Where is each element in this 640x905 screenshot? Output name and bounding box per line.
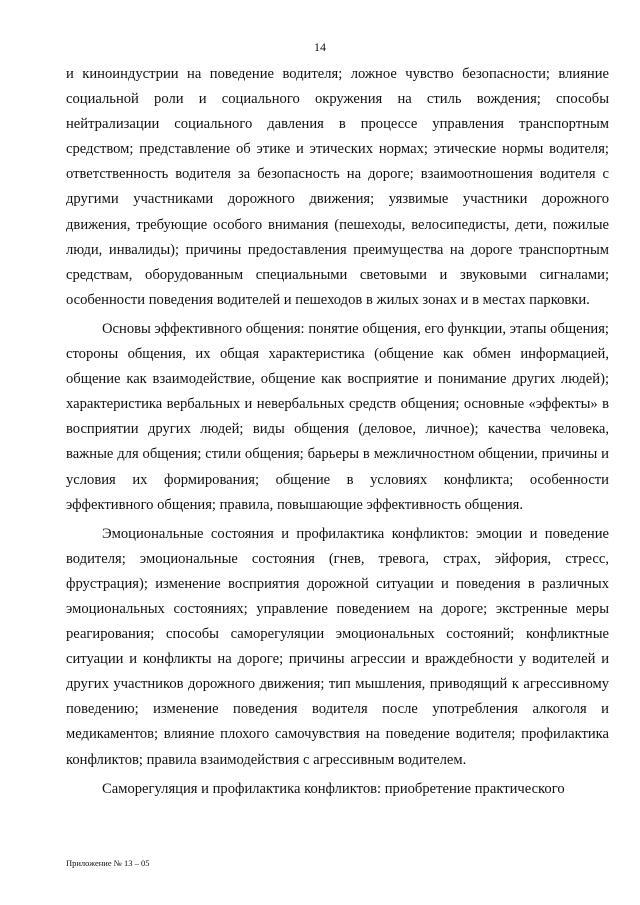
- document-body: [66, 62, 609, 806]
- paragraph-4: Саморегуляция и профилактика конфликтов: приобретение практического: [102, 780, 565, 797]
- page-number: 14: [314, 40, 326, 54]
- paragraph-3: Эмоциональные состояния и профилактика конфликтов: эмоции и поведение водителя; эмоциональные состояния (гнев, тревога, страх, эйфория, стресс, фрустрация); изменение восприятия дорожной ситуации и поведения в различных эмоциональных состояниях; управление поведением на дороге; экстренные меры реагирования; способы саморегуляции эмоциональных состояний; конфликтные ситуации и конфликты на дороге; причины агрессии и враждебности у водителей и других участников дорожного движения; тип мышления, приводящий к агрессивному поведению; изменение поведения водителя после употребления алкоголя и медикаментов; влияние плохого самочувствия на поведение водителя; профилактика конфликтов; правила взаимодействия с агрессивным водителем.: [66, 525, 609, 768]
- footer-note: Приложение № 13 – 05: [66, 858, 150, 868]
- paragraph-1: и киноиндустрии на поведение водителя; ложное чувство безопасности; влияние социальной роли и социального окружения на стиль вождения; способы нейтрализации социального давления в процессе управления транспортным средством; представление об этике и этических нормах; этические нормы водителя; ответственность водителя за безопасность на дороге; взаимоотношения водителя с другими участниками дорожного движения; уязвимые участники дорожного движения, требующие особого внимания (пешеходы, велосипедисты, дети, пожилые люди, инвалиды); причины предоставления преимущества на дороге транспортным средствам, оборудованным специальными световыми и звуковыми сигналами; особенности поведения водителей и пешеходов в жилых зонах и в местах парковки.: [66, 66, 609, 308]
- paragraph-2: Основы эффективного общения: понятие общения, его функции, этапы общения; стороны общения, их общая характеристика (общение как обмен информацией, общение как взаимодействие, общение как восприятие и понимание других людей); характеристика вербальных и невербальных средств общения; основные «эффекты» в восприятии других людей; виды общения (деловое, личное); качества человека, важные для общения; стили общения; барьеры в межличностном общении, причины и условия их формирования; общение в условиях конфликта; особенности эффективного общения; правила, повышающие эффективность общения.: [66, 320, 609, 513]
